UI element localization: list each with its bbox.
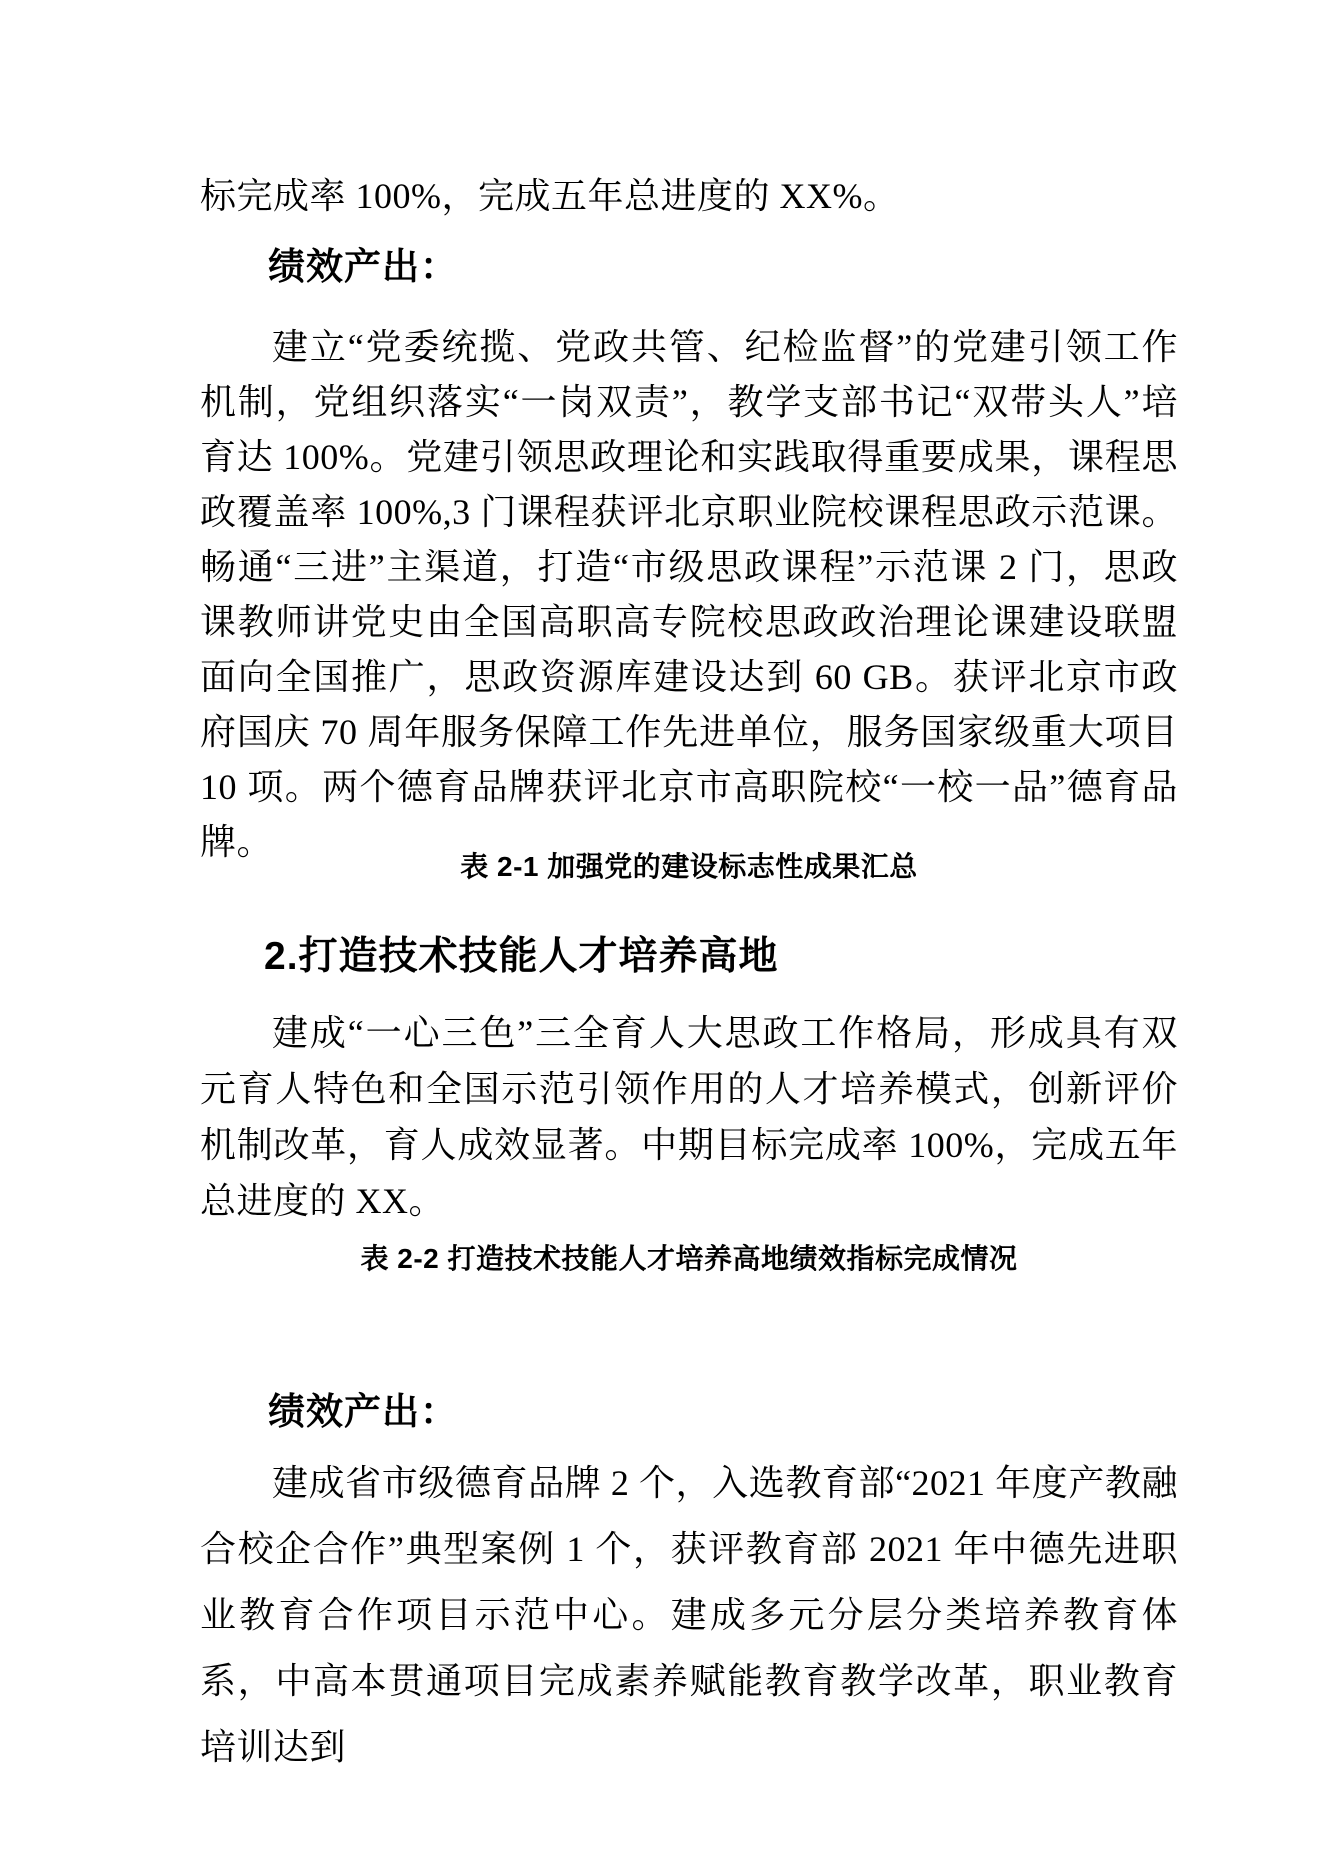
table-caption-2-2: 表 2-2 打造技术技能人才培养高地绩效指标完成情况	[360, 1243, 1018, 1274]
section2-paragraph-2: 建成省市级德育品牌 2 个，入选教育部“2021 年度产教融合校企合作”典型案例 1 个，获评教育部 2021 年中德先进职业教育合作项目示范中心。建成多元分层分类培养教育体系，中高本贯通项目完成素养赋能教育教学改革，职业教育培训达到	[200, 1463, 1178, 1767]
table-caption-2-1: 表 2-1 加强党的建设标志性成果汇总	[460, 851, 918, 882]
performance-output-label-2: 绩效产出：	[268, 1391, 458, 1432]
paragraph-continuation-tail: 标完成率 100%，完成五年总进度的 XX%。	[200, 176, 900, 216]
section2-heading: 2.打造技术技能人才培养高地	[264, 935, 779, 978]
section1-paragraph: 建立“党委统揽、党政共管、纪检监督”的党建引领工作机制，党组织落实“一岗双责”，教学支部书记“双带头人”培育达 100%。党建引领思政理论和实践取得重要成果，课程思政覆盖率 100%,3 门课程获评北京职业院校课程思政示范课。畅通“三进”主渠道，打造“市级思政课程”示范课 2 门，思政课教师讲党史由全国高职高专院校思政政治理论课建设联盟面向全国推广，思政资源库建设达到 60 GB。获评北京市政府国庆 70 周年服务保障工作先进单位，服务国家级重大项目 10 项。两个德育品牌获评北京市高职院校“一校一品”德育品牌。	[200, 327, 1178, 862]
section2-paragraph: 建成“一心三色”三全育人大思政工作格局，形成具有双元育人特色和全国示范引领作用的人才培养模式，创新评价机制改革，育人成效显著。中期目标完成率 100%，完成五年总进度的 XX。	[200, 1013, 1178, 1221]
performance-output-label-1: 绩效产出：	[268, 246, 458, 287]
